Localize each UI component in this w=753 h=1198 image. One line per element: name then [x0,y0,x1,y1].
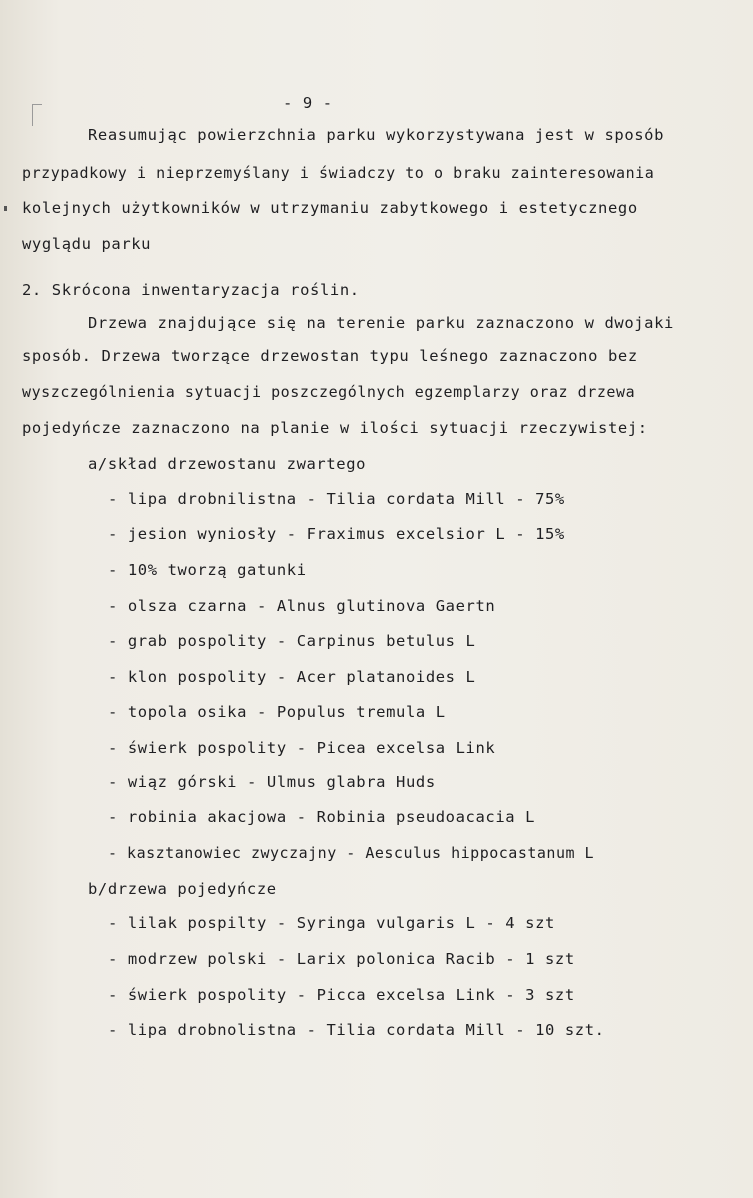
list-b-item: - modrzew polski - Larix polonica Racib - 1 szt [108,950,575,968]
list-a-item: - wiąz górski - Ulmus glabra Huds [108,773,436,791]
section-heading: 2. Skrócona inwentaryzacja roślin. [22,281,360,299]
paragraph-2-line: sposób. Drzewa tworzące drzewostan typu leśnego zaznaczono bez [22,347,638,365]
margin-dot [4,206,7,211]
list-a-item: - jesion wyniosły - Fraximus excelsior L - 15% [108,525,565,543]
paragraph-2-line: wyszczególnienia sytuacji poszczególnych egzemplarzy oraz drzewa [22,383,636,401]
list-a-item: - kasztanowiec zwyczajny - Aesculus hippocastanum L [108,844,595,862]
page-number: - 9 - [283,94,333,112]
list-b-item: - świerk pospolity - Picca excelsa Link - 3 szt [108,986,575,1004]
list-b-item: - lilak pospilty - Syringa vulgaris L - 4 szt [108,914,555,932]
paragraph-1-line: wyglądu parku [22,235,152,253]
paragraph-1-line: kolejnych użytkowników w utrzymaniu zabytkowego i estetycznego [22,199,638,217]
subsection-b-heading: b/drzewa pojedyńcze [88,880,277,898]
list-b-item: - lipa drobnolistna - Tilia cordata Mill - 10 szt. [108,1021,605,1039]
paragraph-1-line: przypadkowy i nieprzemyślany i świadczy to o braku zainteresowania [22,164,655,182]
paragraph-2-line: pojedyńcze zaznaczono na planie w ilości sytuacji rzeczywistej: [22,419,648,437]
list-a-item: - lipa drobnilistna - Tilia cordata Mill - 75% [108,490,565,508]
margin-mark-top [32,104,42,105]
list-a-item: - topola osika - Populus tremula L [108,703,446,721]
list-a-item: - klon pospolity - Acer platanoides L [108,668,476,686]
list-a-item: - robinia akacjowa - Robinia pseudoacacia L [108,808,536,826]
paragraph-1-line: Reasumując powierzchnia parku wykorzystywana jest w sposób [88,126,665,144]
list-a-item: - 10% tworzą gatunki [108,561,307,579]
subsection-a-heading: a/skład drzewostanu zwartego [88,455,367,473]
list-a-item: - świerk pospolity - Picea excelsa Link [108,739,496,757]
list-a-item: - olsza czarna - Alnus glutinova Gaertn [108,597,496,615]
list-a-item: - grab pospolity - Carpinus betulus L [108,632,476,650]
margin-mark [32,104,33,126]
paragraph-2-line: Drzewa znajdujące się na terenie parku zaznaczono w dwojaki [88,314,674,332]
